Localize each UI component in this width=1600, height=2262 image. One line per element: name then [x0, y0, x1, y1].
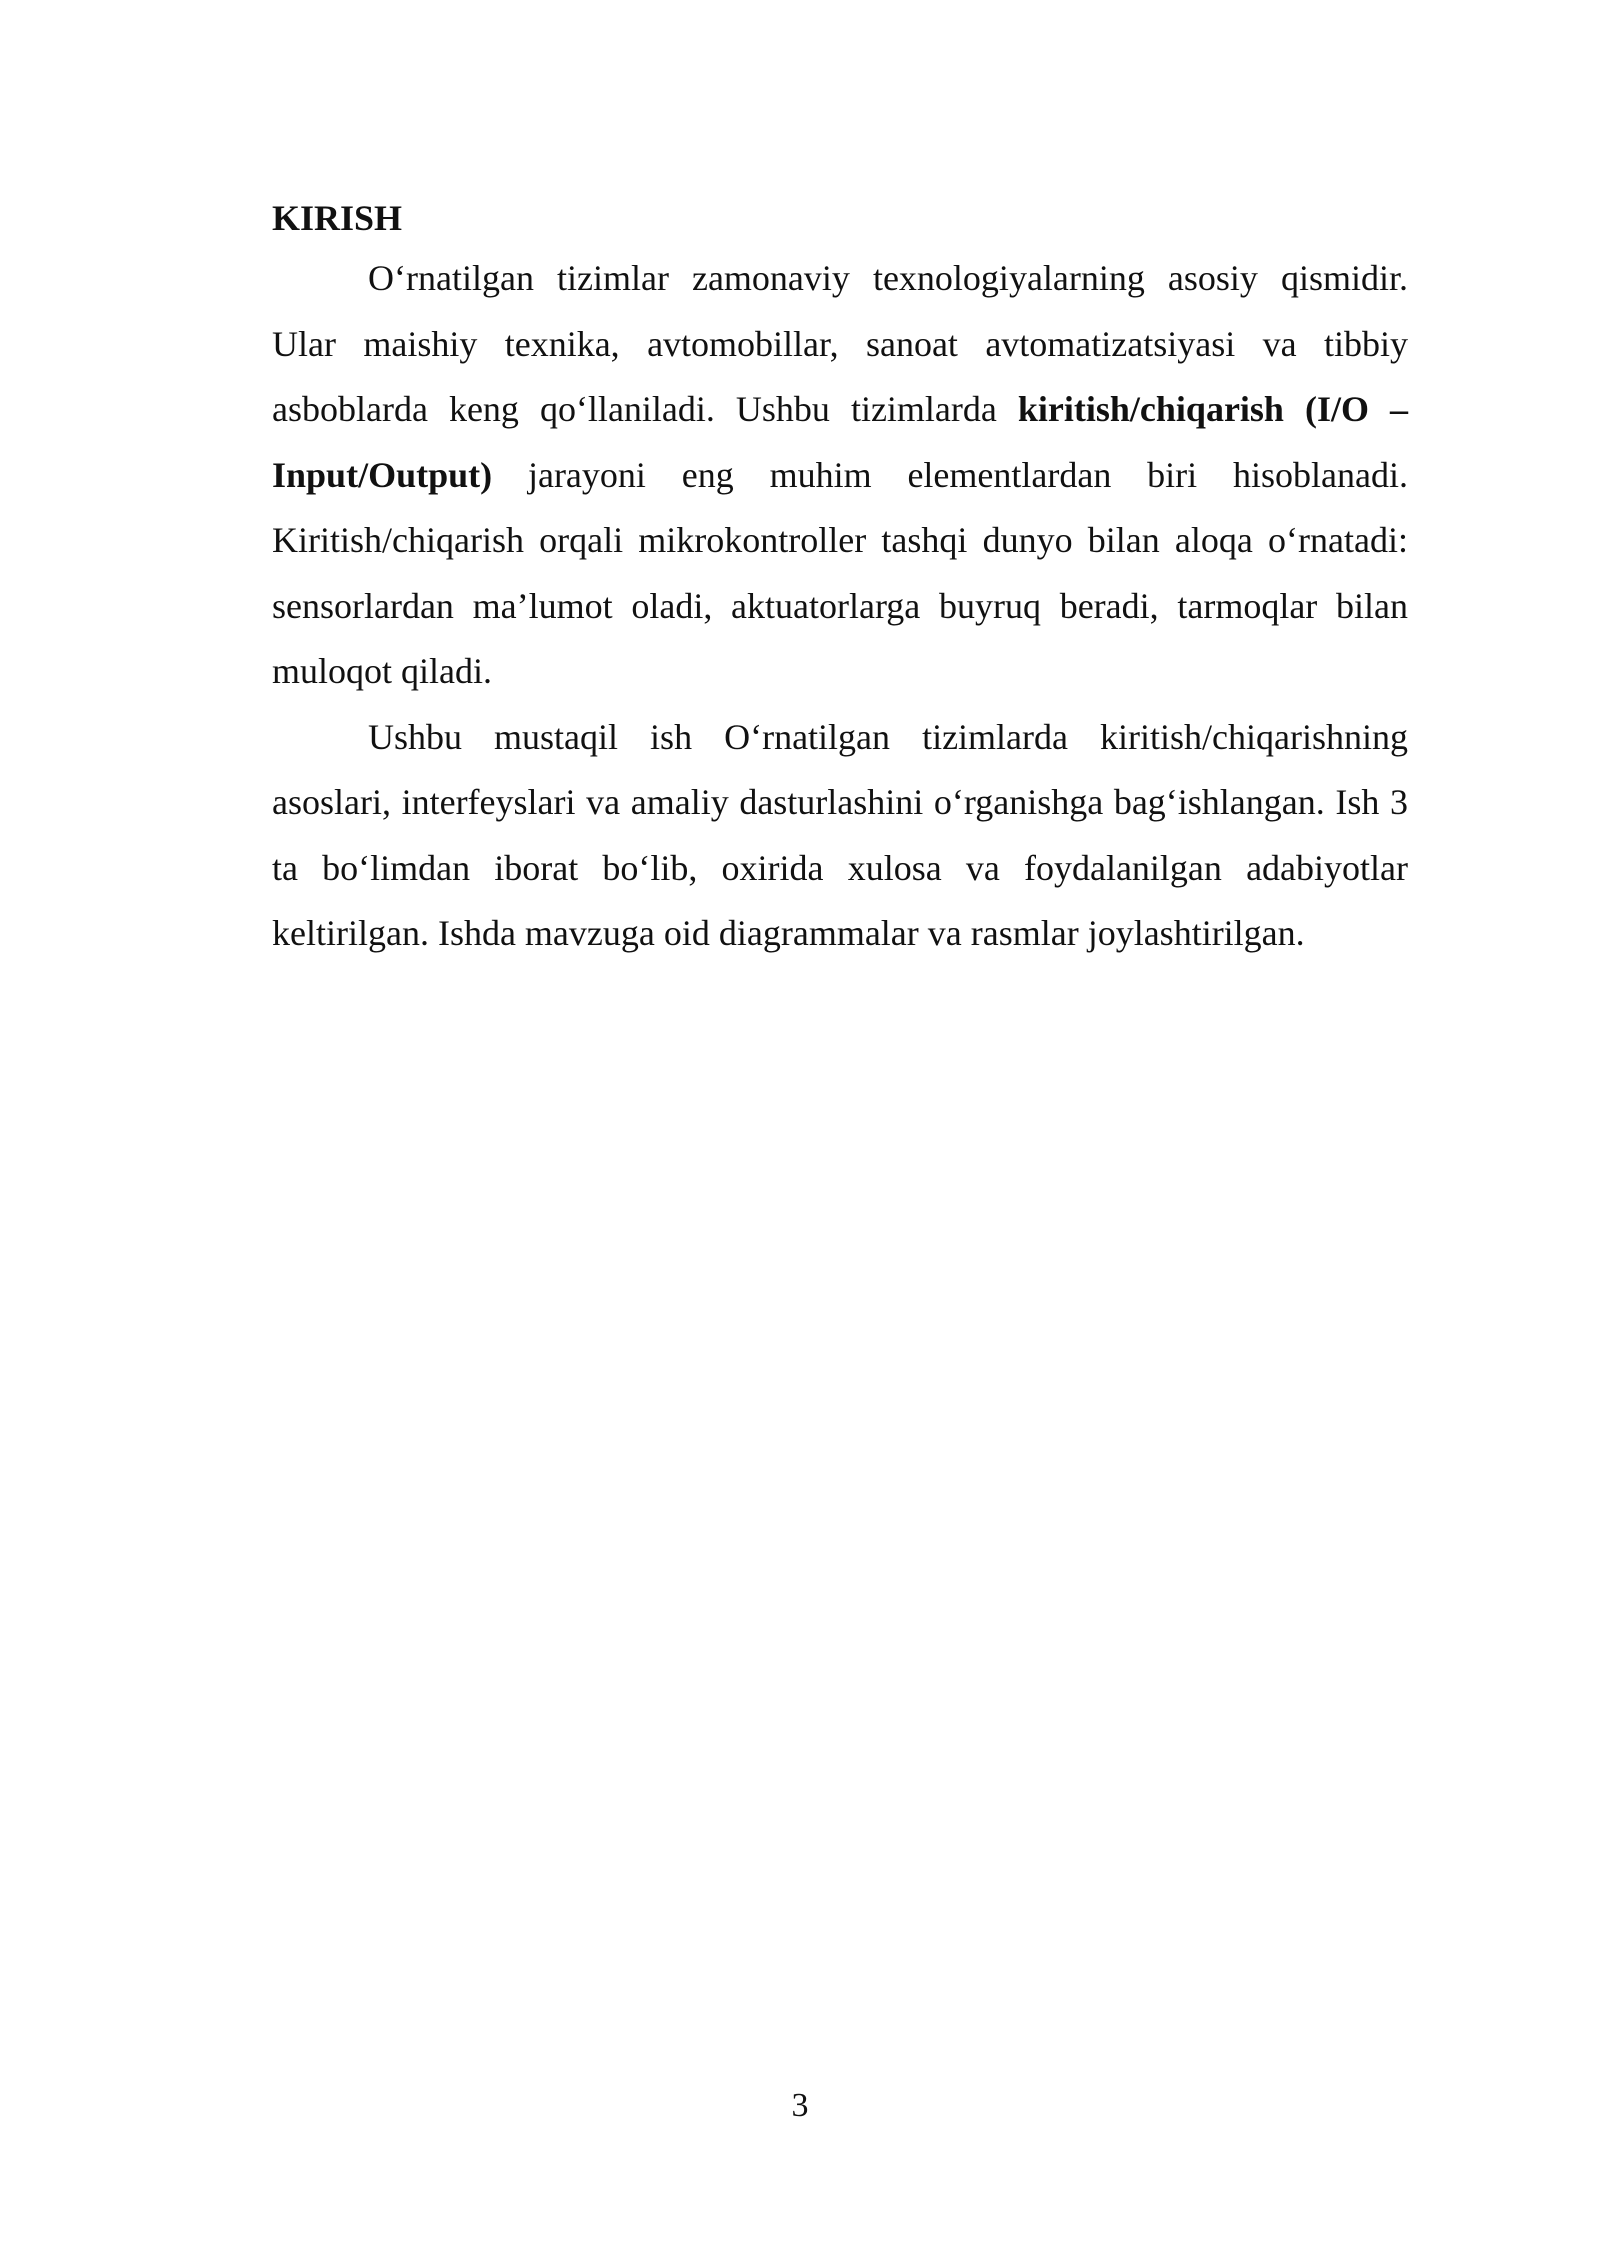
paragraph-1-text-start: O‘rnatilgan tizimlar zamonaviy texnologiyalarning asosiy qismidir. Ular maishiy texnika, avtomobillar, sanoat avtomatizatsiyasi va tibbiy asboblarda keng qo‘llaniladi. Ushbu tizimlarda [272, 258, 1408, 429]
paragraph-1-bold-term: kiritish/chiqarish (I/O – Input/Output) [272, 389, 1408, 495]
page-number: 3 [791, 2087, 809, 2124]
intro-paragraph-2: Ushbu mustaqil ish O‘rnatilgan tizimlarda kiritish/chiqarishning asoslari, interfeyslari va amaliy dasturlashini o‘rganishga bag‘ishlangan. Ish 3 ta bo‘limdan iborat bo‘lib, oxirida xulosa va foydalanilgan adabiyotlar keltirilgan. Ishda mavzuga oid diagrammalar va rasmlar joylashtirilgan. [272, 716, 1408, 953]
section-heading: KIRISH [272, 198, 403, 238]
intro-paragraph-1 [272, 246, 1408, 705]
page-content [272, 190, 1408, 967]
paragraph-1-text-end: jarayoni eng muhim elementlardan biri hisoblanadi. Kiritish/chiqarish orqali mikrokontroller tashqi dunyo bilan aloqa o‘rnatadi: sensorlardan ma’lumot oladi, aktuatorlarga buyruq beradi, tarmoqlar bilan muloqot qiladi. [272, 454, 1408, 691]
